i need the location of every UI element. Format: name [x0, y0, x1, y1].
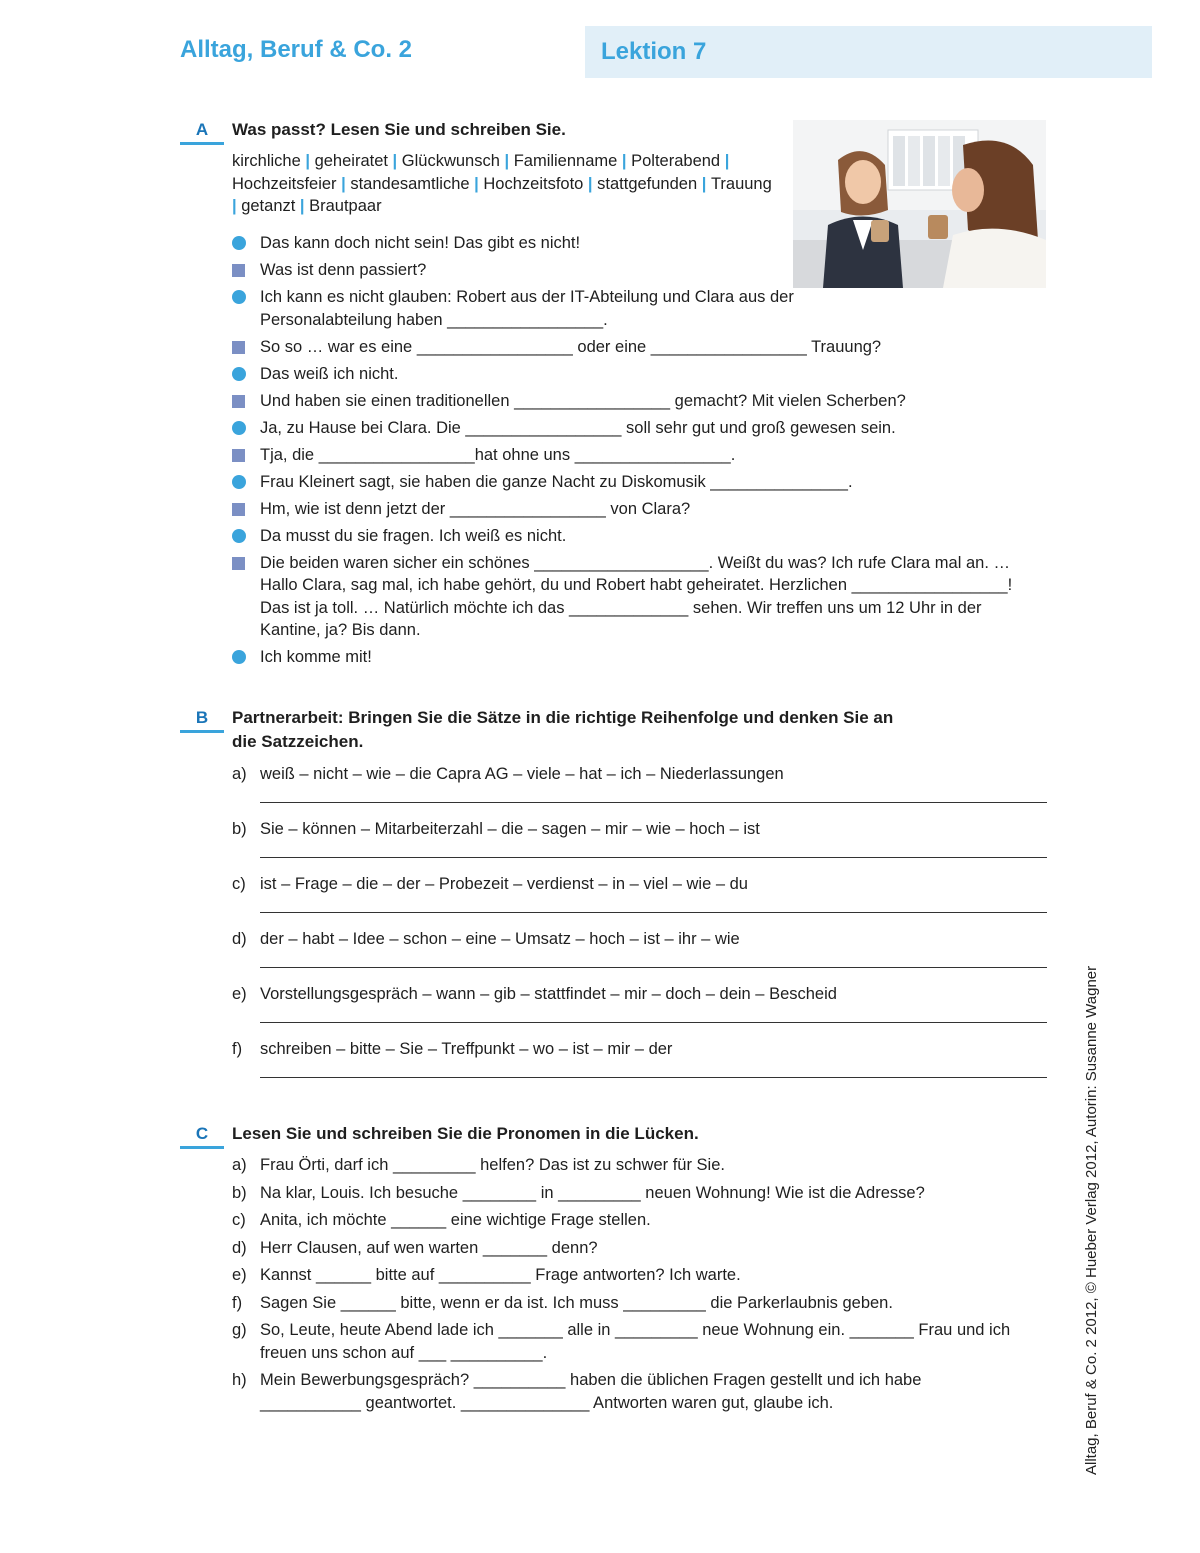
circle-bullet-icon: [232, 236, 246, 250]
word-bank-word: geheiratet: [314, 152, 388, 170]
answer-line[interactable]: [260, 857, 1047, 858]
dialogue-text: Das kann doch nicht sein! Das gibt es nicht!: [260, 234, 581, 252]
square-bullet-icon: [232, 557, 245, 570]
word-separator: |: [697, 174, 711, 193]
item-words: der – habt – Idee – schon – eine – Umsatz – hoch – ist – ihr – wie: [260, 930, 740, 948]
section-a-letter: A: [180, 120, 224, 145]
dialogue-line: [232, 444, 1032, 467]
square-bullet-icon: [232, 449, 245, 462]
section-a-title: Was passt? Lesen Sie und schreiben Sie.: [232, 120, 566, 139]
word-bank-word: Polterabend: [631, 152, 721, 170]
dialogue-text: Und haben sie einen traditionellen _________________ gemacht? Mit vielen Scherben?: [260, 391, 906, 410]
answer-line[interactable]: [260, 912, 1047, 913]
item-words: ist – Frage – die – der – Probezeit – verdienst – in – viel – wie – du: [260, 875, 748, 893]
section-c-letter: C: [180, 1124, 224, 1149]
word-separator: |: [617, 152, 632, 170]
answer-line[interactable]: [260, 1022, 1047, 1023]
item-label: h): [232, 1371, 247, 1389]
word-bank-word: getanzt: [241, 197, 296, 215]
square-bullet-icon: [232, 341, 245, 354]
word-bank: [232, 150, 772, 218]
answer-line[interactable]: [260, 967, 1047, 968]
word-separator: |: [499, 152, 514, 170]
dialogue-line: [232, 363, 1032, 386]
circle-bullet-icon: [232, 367, 246, 381]
dialogue-line: [232, 390, 1032, 413]
dialogue-a: [232, 232, 1032, 673]
dialogue-text: Das weiß ich nicht.: [260, 364, 399, 383]
item-words: weiß – nicht – wie – die Capra AG – viele – hat – ich – Niederlassungen: [260, 765, 784, 783]
dialogue-line: [232, 232, 1032, 255]
section-b-title: Partnerarbeit: Bringen Sie die Sätze in die richtige Reihenfolge und denken Sie an die Satzzeichen.: [232, 708, 894, 751]
word-separator: |: [469, 174, 484, 193]
word-bank-word: standesamtliche: [350, 174, 470, 193]
dialogue-line: [232, 525, 1032, 548]
section-c-items: [232, 1154, 1012, 1419]
word-bank-word: Hochzeitsfeier: [232, 174, 337, 193]
dialogue-line: [232, 552, 1032, 642]
pronoun-item: [232, 1182, 1012, 1205]
word-separator: |: [583, 174, 598, 193]
pronoun-item: [232, 1154, 1012, 1177]
section-b-letter: B: [180, 708, 224, 733]
item-label: d): [232, 930, 247, 948]
pronoun-item: [232, 1369, 1012, 1414]
exercise-item: [232, 985, 1047, 1040]
word-bank-word: Trauung: [710, 174, 772, 193]
dialogue-line: [232, 286, 800, 331]
item-label: e): [232, 1266, 247, 1284]
circle-bullet-icon: [232, 475, 246, 489]
pronoun-item: [232, 1264, 1012, 1287]
exercise-item: [232, 1040, 1047, 1095]
item-sentence: Kannst ______ bitte auf __________ Frage antworten? Ich warte.: [260, 1266, 741, 1284]
square-bullet-icon: [232, 264, 245, 277]
word-separator: |: [295, 197, 310, 215]
word-bank-word: Hochzeitsfoto: [483, 174, 584, 193]
dialogue-line: [232, 417, 1032, 440]
dialogue-line: [232, 336, 1032, 359]
item-label: c): [232, 1211, 246, 1229]
item-sentence: Mein Bewerbungsgespräch? __________ haben die üblichen Fragen gestellt und ich habe ___________ geantwortet. ______________ Antworten waren gut, glaube ich.: [260, 1371, 922, 1412]
answer-line[interactable]: [260, 802, 1047, 803]
item-label: a): [232, 765, 247, 783]
item-label: g): [232, 1321, 247, 1339]
item-label: c): [232, 875, 246, 893]
circle-bullet-icon: [232, 421, 246, 435]
word-bank-word: kirchliche: [232, 152, 301, 170]
circle-bullet-icon: [232, 650, 246, 664]
copyright-note: Alltag, Beruf & Co. 2 2012, © Hueber Verlag 2012, Autorin: Susanne Wagner: [1083, 965, 1100, 1475]
book-title: Alltag, Beruf & Co. 2: [180, 36, 413, 63]
word-bank-word: Familienname: [513, 152, 618, 170]
item-sentence: Anita, ich möchte ______ eine wichtige Frage stellen.: [260, 1211, 651, 1229]
item-words: Vorstellungsgespräch – wann – gib – stattfindet – mir – doch – dein – Bescheid: [260, 985, 837, 1003]
item-label: f): [232, 1040, 243, 1058]
word-bank-word: Glückwunsch: [401, 152, 500, 170]
pronoun-item: [232, 1237, 1012, 1260]
item-label: e): [232, 985, 247, 1003]
item-sentence: So, Leute, heute Abend lade ich _______ alle in _________ neue Wohnung ein. _______ Frau und ich freuen uns schon auf ___ __________.: [260, 1321, 1011, 1362]
dialogue-line: [232, 646, 1032, 669]
answer-line[interactable]: [260, 1077, 1047, 1078]
item-words: schreiben – bitte – Sie – Treffpunkt – wo – ist – mir – der: [260, 1040, 673, 1058]
word-separator: |: [387, 152, 402, 170]
dialogue-text: Tja, die _________________hat ohne uns _________________.: [260, 445, 736, 464]
dialogue-text: Ich kann es nicht glauben: Robert aus der IT-Abteilung und Clara aus der Personalabteilung haben _________________.: [260, 288, 794, 329]
dialogue-line: [232, 498, 1032, 521]
dialogue-text: Hm, wie ist denn jetzt der _________________ von Clara?: [260, 499, 691, 518]
dialogue-text: Ja, zu Hause bei Clara. Die _________________ soll sehr gut und groß gewesen sein.: [260, 418, 896, 437]
item-label: f): [232, 1293, 243, 1312]
dialogue-text: Frau Kleinert sagt, sie haben die ganze Nacht zu Diskomusik _______________.: [260, 472, 853, 491]
square-bullet-icon: [232, 503, 245, 516]
dialogue-line: [232, 259, 1032, 282]
exercise-item: [232, 875, 1047, 930]
lesson-title: Lektion 7: [601, 38, 707, 65]
item-sentence: Na klar, Louis. Ich besuche ________ in _________ neuen Wohnung! Wie ist die Adresse?: [260, 1183, 925, 1202]
lesson-header: [585, 26, 1152, 78]
dialogue-text: Die beiden waren sicher ein schönes ___________________. Weißt du was? Ich rufe Clara mal an. … Hallo Clara, sag mal, ich habe gehört, du und Robert habt geheiratet. Herzlichen _________________! Das ist ja toll. … Natürlich möchte ich das _____________ sehen. Wir treffen uns um 12 Uhr in der Kantine, ja? Bis dann.: [260, 553, 1013, 639]
exercise-item: [232, 820, 1047, 875]
word-bank-word: stattgefunden: [597, 174, 698, 193]
item-label: b): [232, 820, 247, 838]
exercise-item: [232, 930, 1047, 985]
item-label: d): [232, 1238, 247, 1257]
item-sentence: Frau Örti, darf ich _________ helfen? Das ist zu schwer für Sie.: [260, 1156, 725, 1174]
pronoun-item: [232, 1209, 1012, 1232]
circle-bullet-icon: [232, 529, 246, 543]
word-separator: |: [336, 174, 351, 193]
item-words: Sie – können – Mitarbeiterzahl – die – sagen – mir – wie – hoch – ist: [260, 820, 760, 838]
section-c-title: Lesen Sie und schreiben Sie die Pronomen in die Lücken.: [232, 1124, 699, 1143]
square-bullet-icon: [232, 395, 245, 408]
item-sentence: Herr Clausen, auf wen warten _______ denn?: [260, 1238, 598, 1257]
word-separator: |: [300, 152, 315, 170]
word-separator: |: [720, 152, 730, 170]
exercise-item: [232, 765, 1047, 820]
item-label: b): [232, 1183, 247, 1202]
pronoun-item: [232, 1292, 1012, 1315]
dialogue-line: [232, 471, 1032, 494]
word-bank-word: Brautpaar: [309, 197, 382, 215]
dialogue-text: So so … war es eine _________________ oder eine _________________ Trauung?: [260, 337, 882, 356]
circle-bullet-icon: [232, 290, 246, 304]
item-sentence: Sagen Sie ______ bitte, wenn er da ist. Ich muss _________ die Parkerlaubnis geben.: [260, 1293, 893, 1312]
word-separator: |: [232, 197, 242, 215]
item-label: a): [232, 1156, 247, 1174]
section-b-items: [232, 765, 1047, 1095]
dialogue-text: Da musst du sie fragen. Ich weiß es nicht.: [260, 526, 567, 545]
pronoun-item: [232, 1319, 1012, 1364]
dialogue-text: Ich komme mit!: [260, 648, 372, 666]
dialogue-text: Was ist denn passiert?: [260, 261, 427, 279]
